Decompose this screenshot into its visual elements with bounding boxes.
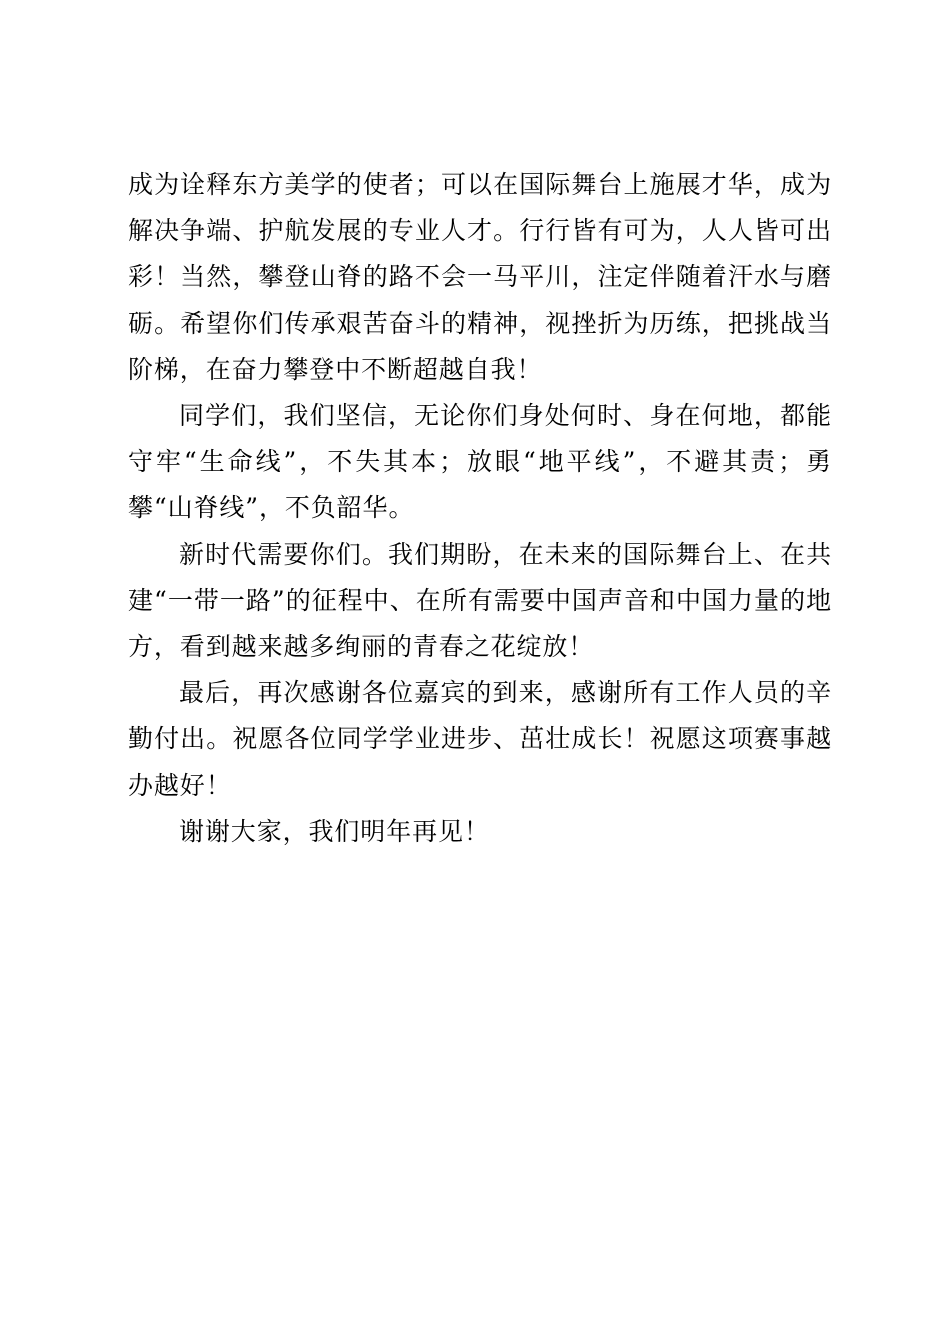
paragraph-4: 最后，再次感谢各位嘉宾的到来，感谢所有工作人员的辛勤付出。祝愿各位同学学业进步、茁壮成长！祝愿这项赛事越办越好！ — [128, 678, 832, 800]
paragraph-3: 新时代需要你们。我们期盼，在未来的国际舞台上、在共建“一带一路”的征程中、在所有需要中国声音和中国力量的地方，看到越来越多绚丽的青春之花绽放！ — [128, 539, 832, 662]
paragraph-2: 同学们，我们坚信，无论你们身处何时、身在何地，都能守牢“生命线”，不失其本；放眼“地平线”，不避其责；勇攀“山脊线”，不负韶华。 — [128, 401, 832, 523]
document-body — [128, 162, 832, 855]
paragraph-5: 谢谢大家，我们明年再见！ — [179, 816, 490, 846]
paragraph-1: 成为诠释东方美学的使者；可以在国际舞台上施展才华，成为解决争端、护航发展的专业人才。行行皆有可为，人人皆可出彩！当然，攀登山脊的路不会一马平川，注定伴随着汗水与磨砺。希望你们传承艰苦奋斗的精神，视挫折为历练，把挑战当阶梯，在奋力攀登中不断超越自我！ — [128, 170, 832, 384]
